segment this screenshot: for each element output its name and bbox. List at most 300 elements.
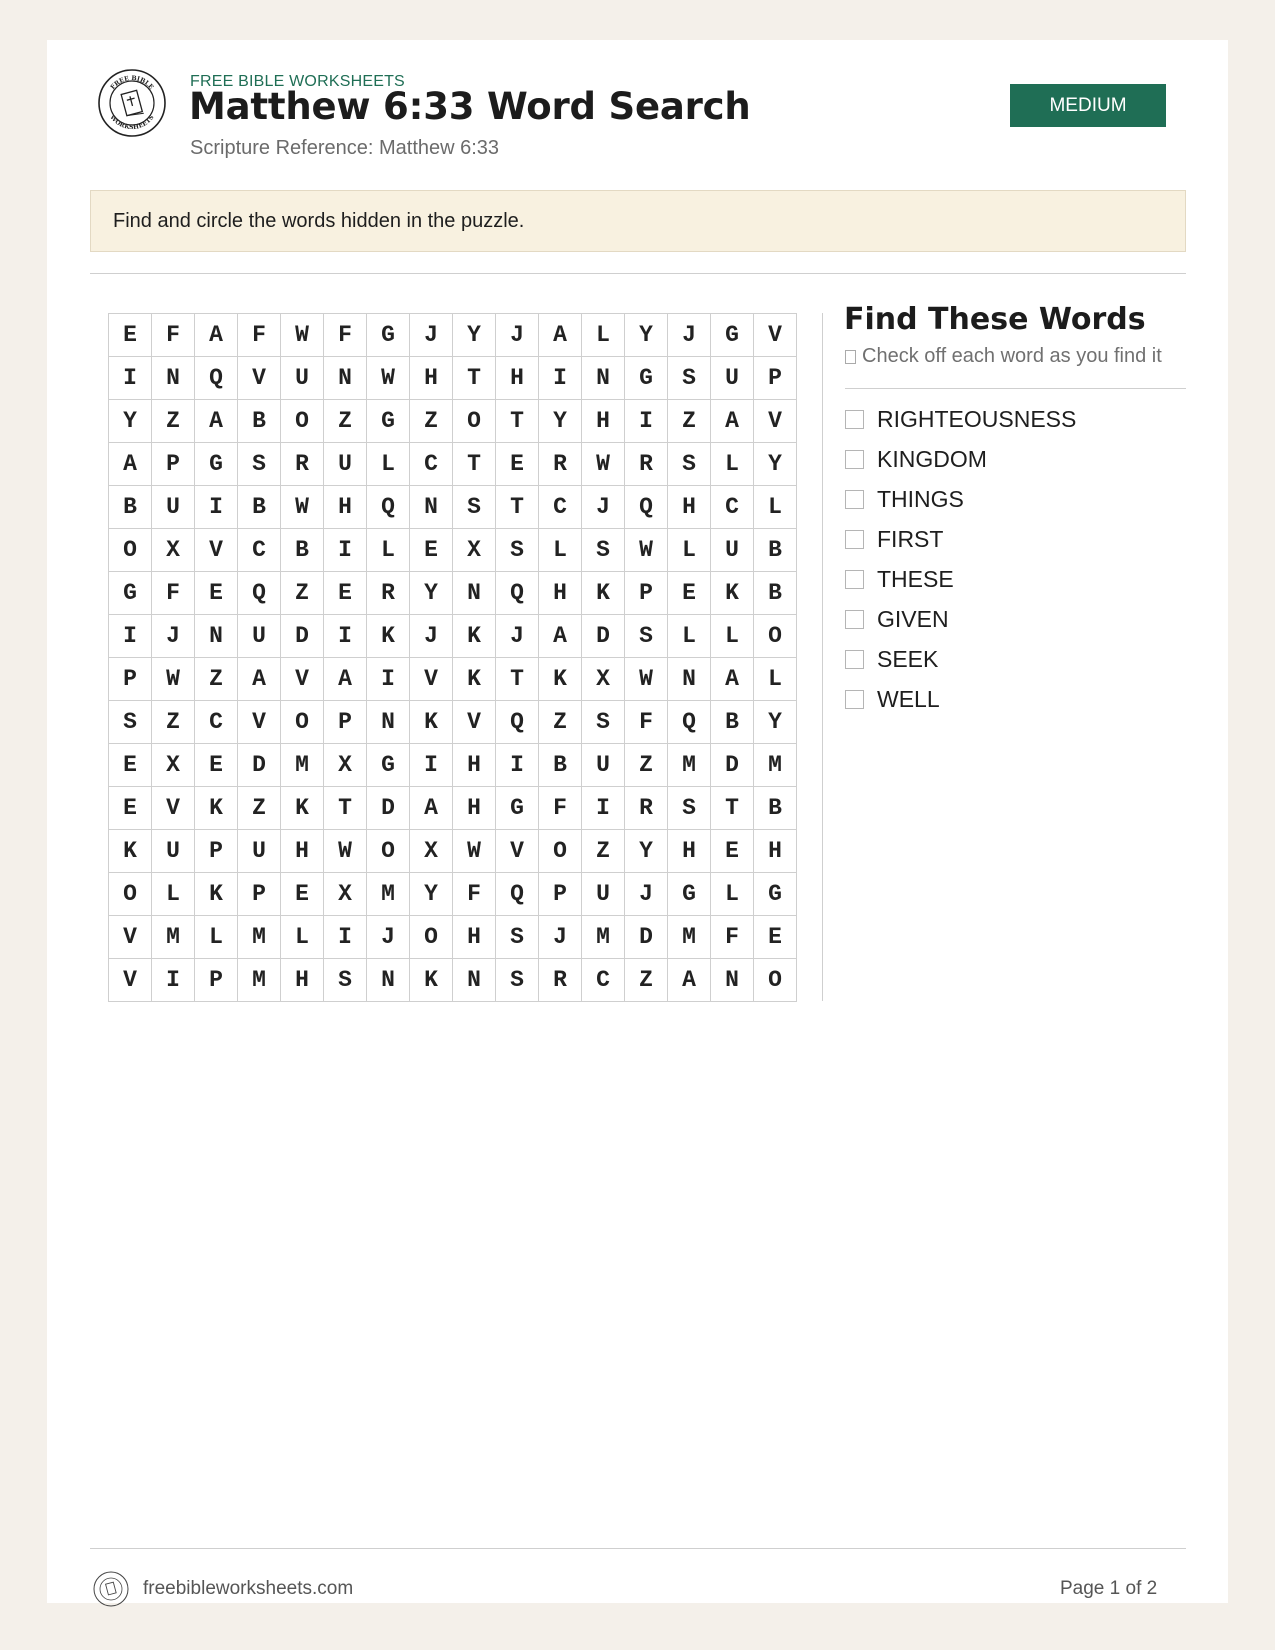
- word-label: RIGHTEOUSNESS: [877, 405, 1077, 432]
- grid-cell[interactable]: T: [496, 486, 539, 529]
- word-label: KINGDOM: [877, 445, 987, 472]
- footer-divider: [90, 1548, 1186, 1549]
- grid-cell[interactable]: I: [496, 744, 539, 787]
- grid-cell[interactable]: U: [152, 830, 195, 873]
- grid-cell[interactable]: F: [539, 787, 582, 830]
- grid-cell[interactable]: Z: [539, 701, 582, 744]
- page-number: Page 1 of 2: [1060, 1578, 1158, 1599]
- grid-cell[interactable]: I: [109, 615, 152, 658]
- grid-cell[interactable]: H: [496, 357, 539, 400]
- grid-cell[interactable]: L: [367, 443, 410, 486]
- grid-cell[interactable]: A: [668, 959, 711, 1002]
- grid-cell[interactable]: M: [754, 744, 797, 787]
- word-checkbox[interactable]: [845, 410, 864, 429]
- grid-cell[interactable]: S: [625, 615, 668, 658]
- grid-cell[interactable]: G: [367, 744, 410, 787]
- grid-cell[interactable]: T: [496, 658, 539, 701]
- grid-cell[interactable]: Q: [496, 701, 539, 744]
- grid-cell[interactable]: L: [711, 873, 754, 916]
- grid-cell[interactable]: H: [281, 830, 324, 873]
- grid-cell[interactable]: X: [410, 830, 453, 873]
- grid-cell[interactable]: M: [152, 916, 195, 959]
- grid-cell[interactable]: K: [109, 830, 152, 873]
- grid-cell[interactable]: V: [754, 314, 797, 357]
- grid-cell[interactable]: T: [711, 787, 754, 830]
- grid-cell[interactable]: J: [410, 314, 453, 357]
- instructions-text: Find and circle the words hidden in the puzzle.: [113, 209, 525, 232]
- word-checkbox[interactable]: [845, 610, 864, 629]
- grid-cell[interactable]: J: [582, 486, 625, 529]
- word-search-grid: [108, 313, 797, 1002]
- grid-cell[interactable]: G: [668, 873, 711, 916]
- grid-cell[interactable]: F: [453, 873, 496, 916]
- grid-cell[interactable]: J: [625, 873, 668, 916]
- grid-cell[interactable]: R: [625, 787, 668, 830]
- footer-site[interactable]: freebibleworksheets.com: [143, 1578, 354, 1599]
- grid-cell[interactable]: V: [453, 701, 496, 744]
- grid-cell[interactable]: Q: [195, 357, 238, 400]
- svg-text:FREE BIBLE: [109, 75, 154, 91]
- grid-cell[interactable]: C: [711, 486, 754, 529]
- grid-cell[interactable]: P: [539, 873, 582, 916]
- grid-cell[interactable]: L: [711, 615, 754, 658]
- grid-cell[interactable]: F: [238, 314, 281, 357]
- grid-cell[interactable]: L: [754, 486, 797, 529]
- grid-cell[interactable]: S: [668, 787, 711, 830]
- word-label: GIVEN: [877, 605, 949, 632]
- grid-cell[interactable]: Y: [754, 443, 797, 486]
- grid-cell[interactable]: B: [281, 529, 324, 572]
- grid-cell[interactable]: V: [238, 357, 281, 400]
- grid-cell[interactable]: P: [195, 959, 238, 1002]
- grid-cell[interactable]: A: [539, 615, 582, 658]
- grid-cell[interactable]: N: [367, 959, 410, 1002]
- grid-cell[interactable]: O: [453, 400, 496, 443]
- grid-cell[interactable]: V: [281, 658, 324, 701]
- word-checkbox[interactable]: [845, 490, 864, 509]
- grid-cell[interactable]: K: [711, 572, 754, 615]
- grid-cell[interactable]: U: [238, 615, 281, 658]
- word-label: THESE: [877, 565, 954, 592]
- grid-cell[interactable]: N: [582, 357, 625, 400]
- grid-cell[interactable]: H: [281, 959, 324, 1002]
- grid-cell[interactable]: L: [367, 529, 410, 572]
- grid-cell[interactable]: N: [453, 959, 496, 1002]
- grid-cell[interactable]: T: [453, 443, 496, 486]
- grid-cell[interactable]: Y: [754, 701, 797, 744]
- grid-cell[interactable]: N: [152, 357, 195, 400]
- grid-cell[interactable]: W: [324, 830, 367, 873]
- grid-cell[interactable]: L: [539, 529, 582, 572]
- grid-cell[interactable]: P: [152, 443, 195, 486]
- grid-cell[interactable]: G: [367, 314, 410, 357]
- grid-cell[interactable]: L: [195, 916, 238, 959]
- grid-cell[interactable]: K: [582, 572, 625, 615]
- grid-cell[interactable]: Z: [410, 400, 453, 443]
- grid-cell[interactable]: E: [711, 830, 754, 873]
- grid-cell[interactable]: X: [152, 529, 195, 572]
- grid-cell[interactable]: K: [281, 787, 324, 830]
- grid-cell[interactable]: C: [195, 701, 238, 744]
- grid-cell[interactable]: W: [625, 658, 668, 701]
- grid-cell[interactable]: N: [453, 572, 496, 615]
- word-label: THINGS: [877, 485, 964, 512]
- grid-cell[interactable]: H: [582, 400, 625, 443]
- grid-cell[interactable]: S: [582, 529, 625, 572]
- grid-cell[interactable]: I: [625, 400, 668, 443]
- grid-cell[interactable]: M: [582, 916, 625, 959]
- grid-cell[interactable]: E: [195, 572, 238, 615]
- grid-cell[interactable]: N: [195, 615, 238, 658]
- grid-cell[interactable]: A: [195, 314, 238, 357]
- grid-cell[interactable]: Q: [625, 486, 668, 529]
- grid-cell[interactable]: D: [711, 744, 754, 787]
- grid-cell[interactable]: P: [109, 658, 152, 701]
- grid-cell[interactable]: I: [582, 787, 625, 830]
- grid-cell[interactable]: P: [754, 357, 797, 400]
- word-list-item: [845, 399, 1076, 439]
- grid-cell[interactable]: S: [496, 959, 539, 1002]
- grid-cell[interactable]: J: [539, 916, 582, 959]
- word-list-item: [845, 439, 1076, 479]
- grid-cell[interactable]: H: [754, 830, 797, 873]
- grid-cell[interactable]: I: [195, 486, 238, 529]
- svg-text:WORKSHEETS: [108, 113, 156, 131]
- grid-cell[interactable]: Y: [539, 400, 582, 443]
- grid-cell[interactable]: I: [324, 615, 367, 658]
- grid-cell[interactable]: B: [238, 400, 281, 443]
- grid-cell[interactable]: L: [754, 658, 797, 701]
- grid-cell[interactable]: I: [539, 357, 582, 400]
- grid-cell[interactable]: G: [367, 400, 410, 443]
- grid-cell[interactable]: O: [754, 615, 797, 658]
- grid-cell[interactable]: L: [582, 314, 625, 357]
- word-list-title: Find These Words: [844, 302, 1146, 337]
- grid-cell[interactable]: N: [668, 658, 711, 701]
- grid-cell[interactable]: G: [109, 572, 152, 615]
- grid-cell[interactable]: R: [281, 443, 324, 486]
- grid-cell[interactable]: V: [109, 916, 152, 959]
- grid-cell[interactable]: O: [281, 701, 324, 744]
- grid-cell[interactable]: Z: [324, 400, 367, 443]
- word-checkbox[interactable]: [845, 530, 864, 549]
- grid-cell[interactable]: Z: [238, 787, 281, 830]
- grid-cell[interactable]: T: [453, 357, 496, 400]
- grid-cell[interactable]: U: [582, 744, 625, 787]
- logo-text-bottom: WORKSHEETS: [108, 113, 156, 132]
- grid-cell[interactable]: L: [668, 529, 711, 572]
- grid-cell[interactable]: F: [625, 701, 668, 744]
- grid-cell[interactable]: I: [324, 916, 367, 959]
- grid-cell[interactable]: B: [754, 529, 797, 572]
- worksheet-page: [47, 40, 1228, 1603]
- grid-cell[interactable]: U: [238, 830, 281, 873]
- grid-cell[interactable]: P: [324, 701, 367, 744]
- grid-cell[interactable]: R: [539, 959, 582, 1002]
- grid-cell[interactable]: B: [711, 701, 754, 744]
- grid-cell[interactable]: N: [711, 959, 754, 1002]
- grid-cell[interactable]: S: [668, 357, 711, 400]
- grid-cell[interactable]: V: [152, 787, 195, 830]
- grid-cell[interactable]: A: [410, 787, 453, 830]
- difficulty-badge: MEDIUM: [1010, 84, 1166, 127]
- logo-text-top: FREE BIBLE: [109, 74, 155, 91]
- grid-cell[interactable]: Q: [496, 873, 539, 916]
- grid-cell[interactable]: H: [539, 572, 582, 615]
- grid-cell[interactable]: N: [410, 486, 453, 529]
- grid-cell[interactable]: Y: [453, 314, 496, 357]
- word-list-item: [845, 519, 1076, 559]
- grid-cell[interactable]: Q: [668, 701, 711, 744]
- grid-cell[interactable]: C: [410, 443, 453, 486]
- grid-cell[interactable]: P: [238, 873, 281, 916]
- grid-cell[interactable]: V: [496, 830, 539, 873]
- grid-cell[interactable]: P: [195, 830, 238, 873]
- grid-cell[interactable]: G: [625, 357, 668, 400]
- grid-cell[interactable]: O: [539, 830, 582, 873]
- grid-cell[interactable]: O: [410, 916, 453, 959]
- word-label: FIRST: [877, 525, 944, 552]
- grid-cell[interactable]: W: [453, 830, 496, 873]
- grid-cell[interactable]: I: [152, 959, 195, 1002]
- instructions-box: [90, 190, 1186, 252]
- grid-cell[interactable]: U: [152, 486, 195, 529]
- grid-cell[interactable]: S: [324, 959, 367, 1002]
- grid-cell[interactable]: D: [625, 916, 668, 959]
- grid-cell[interactable]: Z: [668, 400, 711, 443]
- grid-cell[interactable]: J: [367, 916, 410, 959]
- grid-cell[interactable]: W: [152, 658, 195, 701]
- word-checkbox[interactable]: [845, 450, 864, 469]
- word-checkbox[interactable]: [845, 570, 864, 589]
- word-label: SEEK: [877, 645, 939, 672]
- grid-cell[interactable]: H: [453, 744, 496, 787]
- grid-cell[interactable]: J: [496, 615, 539, 658]
- grid-cell[interactable]: A: [324, 658, 367, 701]
- word-list-item: [845, 679, 1076, 719]
- grid-cell[interactable]: E: [281, 873, 324, 916]
- grid-cell[interactable]: F: [324, 314, 367, 357]
- grid-cell[interactable]: Z: [625, 744, 668, 787]
- grid-cell[interactable]: Y: [410, 572, 453, 615]
- grid-cell[interactable]: Q: [367, 486, 410, 529]
- grid-cell[interactable]: H: [668, 830, 711, 873]
- grid-cell[interactable]: S: [582, 701, 625, 744]
- grid-cell[interactable]: V: [410, 658, 453, 701]
- word-checkbox[interactable]: [845, 690, 864, 709]
- grid-cell[interactable]: N: [324, 357, 367, 400]
- grid-cell[interactable]: D: [367, 787, 410, 830]
- grid-cell[interactable]: I: [367, 658, 410, 701]
- grid-cell[interactable]: U: [582, 873, 625, 916]
- grid-cell[interactable]: B: [109, 486, 152, 529]
- grid-cell[interactable]: K: [453, 615, 496, 658]
- hint-box-icon: [845, 350, 856, 364]
- grid-cell[interactable]: M: [238, 916, 281, 959]
- grid-cell[interactable]: L: [281, 916, 324, 959]
- grid-cell[interactable]: H: [453, 787, 496, 830]
- grid-cell[interactable]: H: [453, 916, 496, 959]
- grid-cell[interactable]: I: [410, 744, 453, 787]
- grid-cell[interactable]: X: [453, 529, 496, 572]
- word-checkbox[interactable]: [845, 650, 864, 669]
- grid-cell[interactable]: H: [668, 486, 711, 529]
- grid-cell[interactable]: V: [238, 701, 281, 744]
- grid-cell[interactable]: K: [195, 873, 238, 916]
- grid-cell[interactable]: Z: [152, 701, 195, 744]
- grid-cell[interactable]: I: [324, 529, 367, 572]
- grid-cell[interactable]: A: [711, 400, 754, 443]
- grid-cell[interactable]: U: [711, 357, 754, 400]
- brand-name: FREE BIBLE WORKSHEETS: [190, 73, 405, 90]
- grid-cell[interactable]: F: [711, 916, 754, 959]
- grid-cell[interactable]: L: [152, 873, 195, 916]
- word-list-item: [845, 599, 1076, 639]
- grid-cell[interactable]: W: [281, 486, 324, 529]
- grid-cell[interactable]: O: [281, 400, 324, 443]
- word-list-item: [845, 559, 1076, 599]
- grid-cell[interactable]: C: [539, 486, 582, 529]
- grid-cell[interactable]: W: [281, 314, 324, 357]
- grid-cell[interactable]: M: [668, 916, 711, 959]
- grid-cell[interactable]: G: [754, 873, 797, 916]
- grid-cell[interactable]: A: [109, 443, 152, 486]
- grid-cell[interactable]: Q: [496, 572, 539, 615]
- word-list-item: [845, 639, 1076, 679]
- grid-cell[interactable]: S: [238, 443, 281, 486]
- word-list-item: [845, 479, 1076, 519]
- grid-cell[interactable]: S: [109, 701, 152, 744]
- grid-cell[interactable]: K: [195, 787, 238, 830]
- grid-cell[interactable]: Z: [281, 572, 324, 615]
- grid-cell[interactable]: A: [195, 400, 238, 443]
- grid-cell[interactable]: Z: [195, 658, 238, 701]
- grid-cell[interactable]: L: [668, 615, 711, 658]
- grid-cell[interactable]: X: [582, 658, 625, 701]
- grid-cell[interactable]: B: [754, 572, 797, 615]
- grid-cell[interactable]: D: [281, 615, 324, 658]
- grid-cell[interactable]: E: [109, 314, 152, 357]
- grid-cell[interactable]: B: [238, 486, 281, 529]
- grid-cell[interactable]: F: [152, 572, 195, 615]
- grid-cell[interactable]: O: [754, 959, 797, 1002]
- grid-cell[interactable]: H: [324, 486, 367, 529]
- grid-cell[interactable]: K: [367, 615, 410, 658]
- grid-cell[interactable]: W: [625, 529, 668, 572]
- grid-cell[interactable]: G: [496, 787, 539, 830]
- grid-cell[interactable]: Z: [582, 830, 625, 873]
- grid-cell[interactable]: M: [367, 873, 410, 916]
- grid-cell[interactable]: L: [711, 443, 754, 486]
- grid-cell[interactable]: T: [496, 400, 539, 443]
- grid-cell[interactable]: E: [109, 744, 152, 787]
- grid-cell[interactable]: I: [109, 357, 152, 400]
- grid-cell[interactable]: S: [453, 486, 496, 529]
- grid-cell[interactable]: A: [539, 314, 582, 357]
- grid-cell[interactable]: F: [152, 314, 195, 357]
- grid-cell[interactable]: J: [668, 314, 711, 357]
- grid-cell[interactable]: J: [410, 615, 453, 658]
- grid-cell[interactable]: M: [281, 744, 324, 787]
- grid-cell[interactable]: R: [625, 443, 668, 486]
- grid-cell[interactable]: E: [410, 529, 453, 572]
- grid-cell[interactable]: K: [453, 658, 496, 701]
- word-list-hint-text: Check off each word as you find it: [862, 345, 1162, 367]
- grid-cell[interactable]: J: [496, 314, 539, 357]
- grid-cell[interactable]: G: [195, 443, 238, 486]
- grid-cell[interactable]: P: [625, 572, 668, 615]
- grid-cell[interactable]: S: [668, 443, 711, 486]
- grid-cell[interactable]: N: [367, 701, 410, 744]
- grid-cell[interactable]: J: [152, 615, 195, 658]
- grid-cell[interactable]: Y: [625, 830, 668, 873]
- grid-cell[interactable]: V: [109, 959, 152, 1002]
- grid-cell[interactable]: C: [238, 529, 281, 572]
- grid-cell[interactable]: R: [367, 572, 410, 615]
- grid-cell[interactable]: Y: [109, 400, 152, 443]
- grid-cell[interactable]: O: [367, 830, 410, 873]
- grid-cell[interactable]: U: [281, 357, 324, 400]
- footer-logo-icon: [93, 1571, 129, 1607]
- grid-cell[interactable]: A: [711, 658, 754, 701]
- grid-cell[interactable]: Z: [152, 400, 195, 443]
- grid-cell[interactable]: K: [410, 959, 453, 1002]
- grid-cell[interactable]: O: [109, 529, 152, 572]
- word-list-divider: [845, 388, 1186, 389]
- grid-cell[interactable]: E: [324, 572, 367, 615]
- word-list-hint: [845, 345, 1162, 368]
- grid-cell[interactable]: B: [754, 787, 797, 830]
- grid-cell[interactable]: B: [539, 744, 582, 787]
- grid-cell[interactable]: D: [238, 744, 281, 787]
- grid-cell[interactable]: E: [668, 572, 711, 615]
- grid-cell[interactable]: E: [195, 744, 238, 787]
- grid-cell[interactable]: V: [754, 400, 797, 443]
- grid-cell[interactable]: H: [410, 357, 453, 400]
- grid-cell[interactable]: O: [109, 873, 152, 916]
- grid-cell[interactable]: M: [238, 959, 281, 1002]
- grid-cell[interactable]: E: [496, 443, 539, 486]
- grid-cell[interactable]: Y: [625, 314, 668, 357]
- grid-cell[interactable]: X: [152, 744, 195, 787]
- grid-cell[interactable]: V: [195, 529, 238, 572]
- grid-cell[interactable]: C: [582, 959, 625, 1002]
- grid-cell[interactable]: Z: [625, 959, 668, 1002]
- word-label: WELL: [877, 685, 940, 712]
- grid-cell[interactable]: W: [367, 357, 410, 400]
- grid-cell[interactable]: W: [582, 443, 625, 486]
- grid-cell[interactable]: E: [754, 916, 797, 959]
- grid-cell[interactable]: K: [410, 701, 453, 744]
- grid-cell[interactable]: E: [109, 787, 152, 830]
- grid-cell[interactable]: X: [324, 873, 367, 916]
- grid-cell[interactable]: S: [496, 529, 539, 572]
- grid-cell[interactable]: M: [668, 744, 711, 787]
- grid-cell[interactable]: A: [238, 658, 281, 701]
- grid-cell[interactable]: K: [539, 658, 582, 701]
- word-list: [845, 399, 1076, 719]
- grid-cell[interactable]: X: [324, 744, 367, 787]
- grid-cell[interactable]: G: [711, 314, 754, 357]
- grid-cell[interactable]: U: [711, 529, 754, 572]
- grid-cell[interactable]: T: [324, 787, 367, 830]
- grid-cell[interactable]: D: [582, 615, 625, 658]
- grid-cell[interactable]: Y: [410, 873, 453, 916]
- grid-cell[interactable]: S: [496, 916, 539, 959]
- grid-cell[interactable]: Q: [238, 572, 281, 615]
- grid-cell[interactable]: U: [324, 443, 367, 486]
- grid-cell[interactable]: R: [539, 443, 582, 486]
